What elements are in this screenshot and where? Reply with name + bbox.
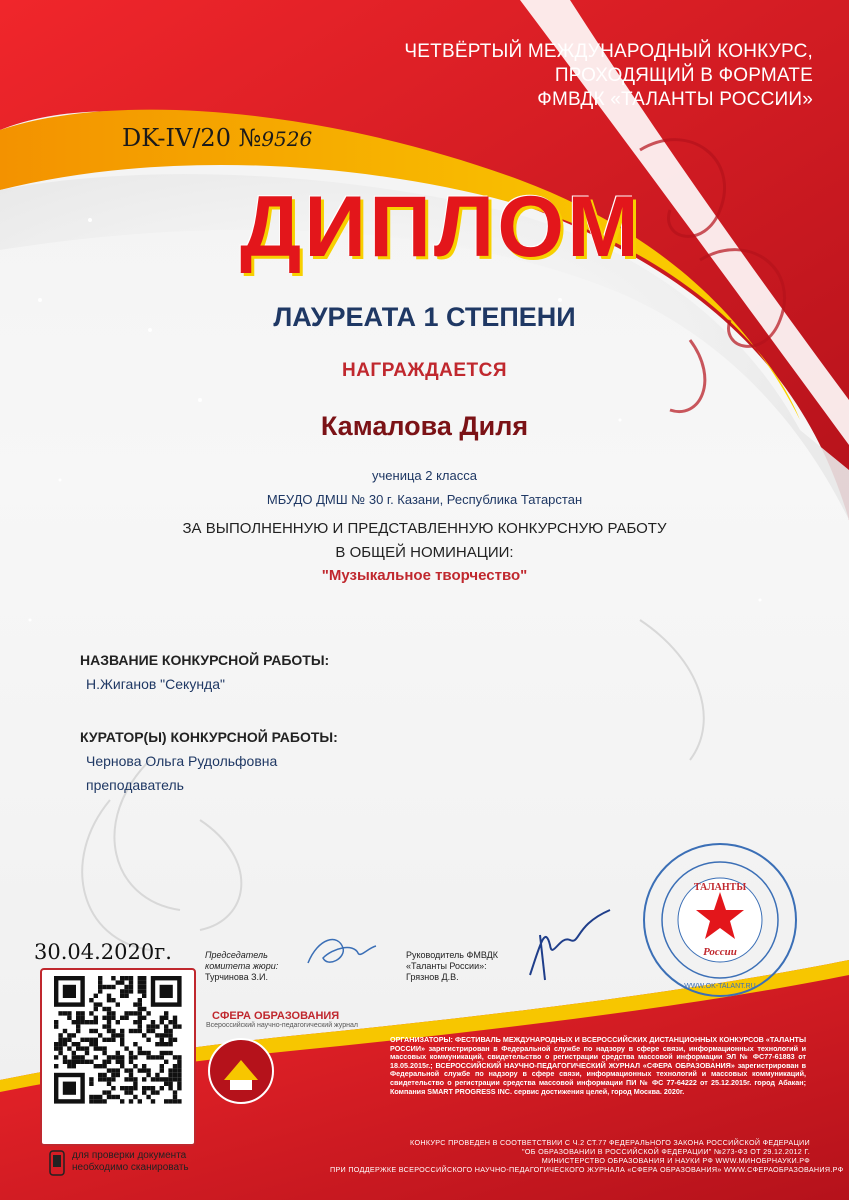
phone-icon [48,1150,66,1176]
award-reason-line-1: ЗА ВЫПОЛНЕННУЮ И ПРЕДСТАВЛЕННУЮ КОНКУРСНУЮ РАБОТУ [182,520,667,537]
diploma-title: ДИПЛОМ [240,179,642,275]
qr-code-panel [40,968,196,1146]
stamp-center-line-2: России [703,946,737,958]
footer-line-4: ПРИ ПОДДЕРЖКЕ ВСЕРОССИЙСКОГО НАУЧНО-ПЕДАГОГИЧЕСКОГО ЖУРНАЛА «СФЕРА ОБРАЗОВАНИЯ» WWW.СФЕРАОБРАЗОВАНИЯ.РФ [330,1165,844,1174]
footer-line-3: МИНИСТЕРСТВО ОБРАЗОВАНИЯ И НАУКИ РФ WWW.МИНОБРНАУКИ.РФ [541,1156,810,1165]
recipient-name: Камалова Диля [320,411,529,441]
head-title-line-2: «Таланты России»: [406,961,487,971]
jury-signature [298,928,382,978]
footer-line-1: КОНКУРС ПРОВЕДЕН В СООТВЕТСТВИИ С Ч.2 СТ.77 ФЕДЕРАЛЬНОГО ЗАКОНА РОССИЙСКОЙ ФЕДЕРАЦИИ [410,1138,810,1147]
qr-caption-line-2: необходимо сканировать [72,1162,189,1173]
header-line-3: ФМВДК «ТАЛАНТЫ РОССИИ» [537,89,813,110]
qr-caption-line-1: для проверки документа [72,1150,187,1161]
curator-label: КУРАТОР(Ы) КОНКУРСНОЙ РАБОТЫ: [80,729,338,745]
awarded-label: НАГРАЖДАЕТСЯ [341,360,508,381]
sphera-logo-subtitle: Всероссийский научно-педагогический журнал [206,1022,358,1029]
issue-date: 30.04.2020г. [34,940,172,964]
head-signature [520,905,620,985]
jury-title-line-2: комитета жюри: [205,961,279,971]
curator-name: Чернова Ольга Рудольфовна [86,753,278,769]
recipient-status: ученица 2 класса [372,468,477,483]
sphera-book-logo [206,1036,276,1106]
recipient-school: МБУДО ДМШ № 30 г. Казани, Республика Татарстан [266,492,583,507]
head-signature-block [406,950,498,983]
document-number-prefix: DK-IV/20 № [122,124,262,152]
work-title-label: НАЗВАНИЕ КОНКУРСНОЙ РАБОТЫ: [80,652,330,668]
organizers-text: ОРГАНИЗАТОРЫ: ФЕСТИВАЛЬ МЕЖДУНАРОДНЫХ И ВСЕРОССИЙСКИХ ДИСТАНЦИОННЫХ КОНКУРСОВ «ТАЛАНТЫ РОССИИ» зарегистрирован в Федеральной службе по надзору в сфере связи, информационных технологий и массовых коммуникаций, свидетельство о регистрации средства массовой информации ЭЛ № ФС77-61883 от 18.05.2015г.; ВСЕРОССИЙСКИЙ НАУЧНО-ПЕДАГОГИЧЕСКИЙ ЖУРНАЛ «СФЕРА ОБРАЗОВАНИЯ» зарегистрирован в Федеральной службе по надзору в сфере связи, информационных технологий и массовых коммуникаций, свидетельство о регистрации средства массовой информации ПИ № ФС 77-64222 от 25.12.2015г. город Абакан; Компания SMART PROGRESS INC. сервис достижения целей, город Москва. 2020г. [390,1035,806,1096]
jury-title-line-1: Председатель [205,950,268,960]
curator-role: преподаватель [86,777,184,793]
official-stamp [640,840,800,1000]
jury-name: Турчинова З.И. [205,972,268,982]
document-number [122,124,312,152]
head-title-line-1: Руководитель ФМВДК [406,950,498,960]
sphera-logo-title: СФЕРА ОБРАЗОВАНИЯ [212,1010,340,1022]
qr-caption [72,1150,189,1174]
document-number-value: 9526 [261,127,313,151]
footer-line-2: "ОБ ОБРАЗОВАНИИ В РОССИЙСКОЙ ФЕДЕРАЦИИ" №273-ФЗ ОТ 29.12.2012 Г. [522,1147,810,1156]
legal-footer [330,1138,844,1174]
qr-code [42,970,194,1112]
work-title-value: Н.Жиганов "Секунда" [86,676,225,692]
award-reason-line-2: В ОБЩЕЙ НОМИНАЦИИ: [335,544,514,561]
competition-header [343,40,813,112]
degree-heading: ЛАУРЕАТА 1 СТЕПЕНИ [273,302,576,332]
header-line-1: ЧЕТВЁРТЫЙ МЕЖДУНАРОДНЫЙ КОНКУРС, [404,41,813,62]
nomination-name: "Музыкальное творчество" [321,567,528,584]
jury-signature-block [205,950,278,983]
stamp-center-line-1: ТАЛАНТЫ [693,882,747,893]
stamp-url: WWW.OK-TALANT.RU [684,983,756,990]
head-name: Грязнов Д.В. [406,972,459,982]
header-line-2: ПРОХОДЯЩИЙ В ФОРМАТЕ [554,65,813,86]
